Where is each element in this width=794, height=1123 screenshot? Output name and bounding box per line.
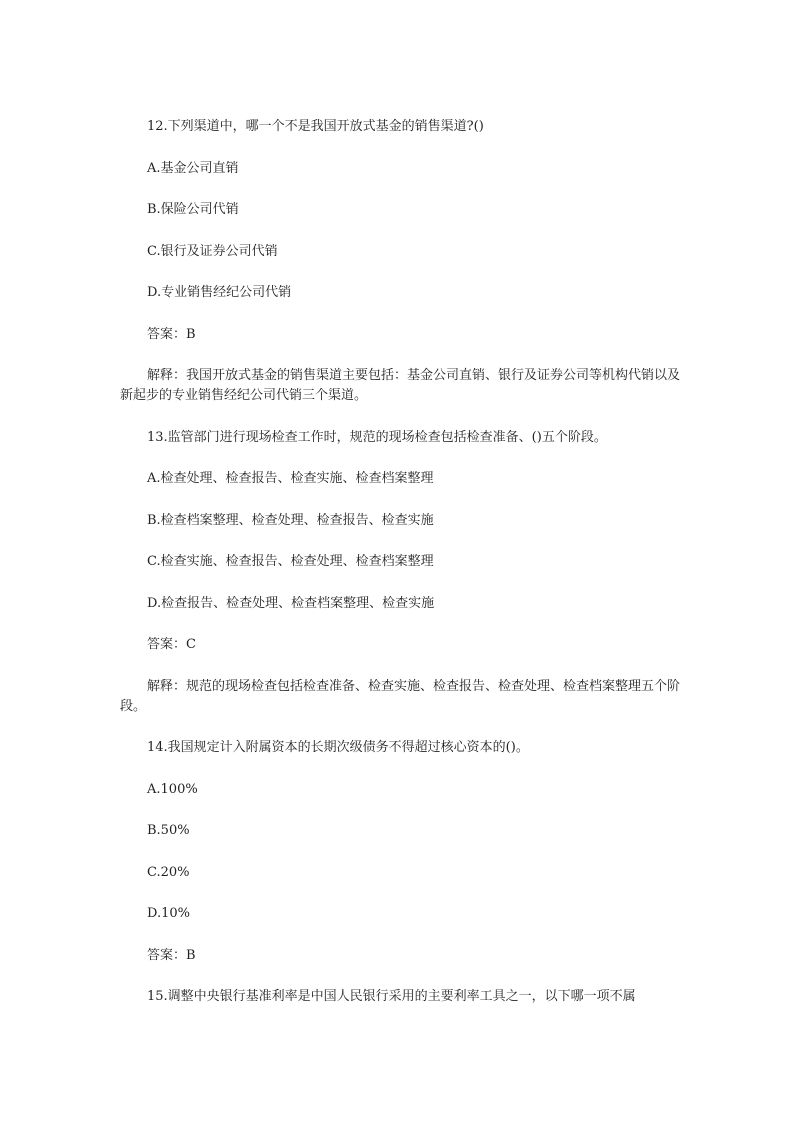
answer: 答案：B (147, 947, 196, 963)
option-b: B.检查档案整理、检查处理、检查报告、检查实施 (147, 512, 434, 528)
explanation: 解释：规范的现场检查包括检查准备、检查实施、检查报告、检查处理、检查档案整理五个阶段。 (120, 678, 681, 714)
question-stem: 14.我国规定计入附属资本的长期次级债务不得超过核心资本的()。 (147, 740, 529, 755)
question-stem: 13.监管部门进行现场检查工作时，规范的现场检查包括检查准备、()五个阶段。 (147, 429, 607, 445)
option-c: C.银行及证券公司代销 (147, 243, 278, 259)
option-d: D.检查报告、检查处理、检查档案整理、检查实施 (147, 595, 435, 611)
question-stem: 12.下列渠道中，哪一个不是我国开放式基金的销售渠道?() (147, 119, 484, 134)
option-a: A.100% (147, 781, 198, 797)
document-page (120, 117, 680, 1007)
option-c: C.20% (147, 864, 190, 880)
option-a: A.检查处理、检查报告、检查实施、检查档案整理 (147, 471, 434, 486)
answer: 答案：B (147, 326, 196, 342)
option-b: B.保险公司代销 (147, 202, 239, 217)
option-d: D.专业销售经纪公司代销 (147, 285, 292, 300)
question-stem: 15.调整中央银行基准利率是中国人民银行采用的主要利率工具之一，以下哪一项不属 (147, 989, 636, 1004)
option-b: B.50% (147, 823, 190, 838)
explanation: 解释：我国开放式基金的销售渠道主要包括：基金公司直销、银行及证券公司等机构代销以及新起步的专业销售经纪公司代销三个渠道。 (120, 368, 681, 403)
option-c: C.检查实施、检查报告、检查处理、检查档案整理 (147, 554, 434, 569)
option-a: A.基金公司直销 (147, 160, 239, 176)
answer: 答案：C (147, 637, 196, 652)
option-d: D.10% (147, 906, 190, 921)
